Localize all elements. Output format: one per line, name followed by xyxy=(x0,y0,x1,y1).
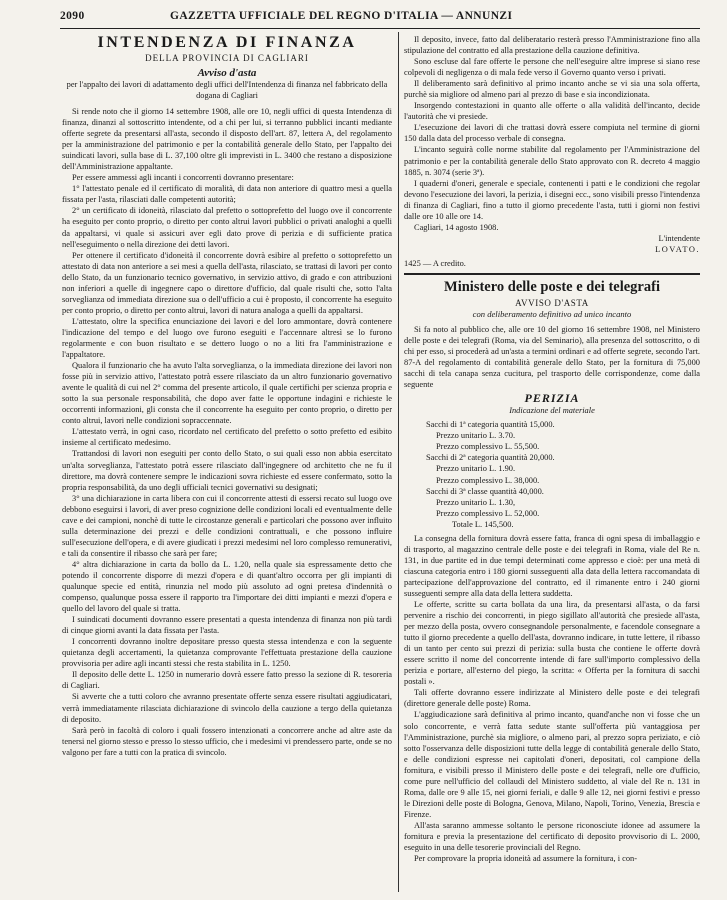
paragraph: L'attestato verrà, in ogni caso, ricordato nel certificato del prefetto o sotto prefetto ed esibito insieme al certificato medesimo. xyxy=(62,427,392,448)
paragraph: Per ottenere il certificato d'idoneità il concorrente dovrà esibire al prefetto o sottoprefetto un attestato di data non anteriore a sei mesi a quella dell'asta, rilasciato, se trattasi di lavori per conto dello Stato, da un funzionario tecnico governativo, in servizio attivo, di grado e con attribuzioni non inferiori a quelle di ingegnere capo o direttore d'ufficio, dal quale risulti che, sotto l'alta sorveglianza od immediata direzione sua o dell'ufficio a cui è proposto, il concorrente ha eseguito per conto proprio, o diretto per conto altrui, lavori di natura analoga a quelli da appaltarsi. xyxy=(62,250,392,315)
masthead xyxy=(60,10,700,26)
signature-role: L'intendente xyxy=(658,233,700,243)
paragraph: 3° una dichiarazione in carta libera con cui il concorrente attesti di essersi recato sul luogo ove debbono eseguirsi i lavori, di aver preso cognizione delle condizioni locali ed eventualmente delle cave e dei campioni, nonchè di tutte le circostanze generali e particolari che possono aver influito sulla determinazione dei prezzi e delle condizioni contrattuali, e che possono influire sull'esecuzione dell'opera, e di avere giudicati i prezzi medesimi nel loro complesso remunerativi, e tali da consentire il ribasso che sarà per fare; xyxy=(62,493,392,558)
notice-subheading: DELLA PROVINCIA DI CAGLIARI xyxy=(145,53,309,63)
item-total-price: Prezzo complessivo L. 55,500. xyxy=(436,442,540,452)
paragraph: 2° un certificato di idoneità, rilasciato dal prefetto o sottoprefetto del luogo ove il concorrente ha eseguito per conto proprio, o diretto per conto altrui lavori pubblici o privati analoghi a quelli da appaltarsi, vi quale si assicuri aver egli dato prove di perizia e di sufficiente pratica nell'eseguimento o nella direzione dei detti lavori. xyxy=(62,206,392,249)
item-unit-price: Prezzo unitario L. 1.30, xyxy=(436,497,516,507)
paragraph: L'aggiudicazione sarà definitiva al primo incanto, quand'anche non vi fosse che un solo concorrente, e verrà fatta sedute stante sull'offerta più vantaggiosa per l'Amministrazione, purchè sia migliore, o almeno pari, al prezzo sopra periziato, e ciò sotto l'osservanza delle disposizioni tutte della legge di contabilità generale dello Stato, e delle condizioni espresse nei capitolati d'oneri, depositati, col campione della fornitura, e visibili presso il Ministero delle poste e dei telegrafi, nelle ore d'ufficio, come pure nell'ufficio del collaudi del Ministero suddetto, al viale del Re n. 131 in Roma, dalle ore 9 alle 15, nei giorni feriali, e dalle 9 alle 12, nei giorni festivi e presso le Direzioni delle poste di Bologna, Genova, Milano, Napoli, Torino, Venezia, Brescia e Firenze. xyxy=(404,710,700,819)
paragraph: Il deposito delle dette L. 1250 in numerario dovrà essere fatto presso la sezione di R. tesoreria di Cagliari. xyxy=(62,670,392,691)
insertion-note: 1425 — A credito. xyxy=(404,258,466,268)
paragraph: Sono escluse dal fare offerte le persone che nell'eseguire altre imprese si siano rese colpevoli di negligenza o di mala fede verso il Governo quanto verso i privati. xyxy=(404,57,700,78)
deliberamento-subtitle: con deliberamento definitivo ad unico incanto xyxy=(472,308,632,319)
paragraph: Il deposito, invece, fatto dal deliberatario resterà presso l'Amministrazione fino alla stipulazione del contratto ed alla prestazione della cauzione definitiva. xyxy=(404,35,700,56)
gazette-title: GAZZETTA UFFICIALE DEL REGNO D'ITALIA — ANNUNZI xyxy=(170,10,513,22)
item-quantity: Sacchi di 3ª classe quantità 40,000. xyxy=(426,486,544,496)
paragraph: Si avverte che a tutti coloro che avranno presentate offerte senza essere risultati aggiudicatari, verrà immediatamente rilasciata dichiarazione di svincolo della cauzione a tergo della quietanza di deposito. xyxy=(62,692,392,724)
avviso-title: AVVISO D'ASTA xyxy=(515,297,589,308)
paragraph: Si fa noto al pubblico che, alle ore 10 del giorno 16 settembre 1908, nel Ministero delle poste e dei telegrafi (Roma, via del Seminario), alla presenza del sottoscritto, o di chi per esso, si procederà ad un'asta a termini ordinari e ad offerte segrete, secondo l'art. 87-A del regolamento di contabilità generale dello Stato, per la fornitura di 75,000 sacchi di tela canapa senza cucitura, pel trasporto delle corrispondenze, come dalla seguente xyxy=(404,324,700,390)
item-unit-price: Prezzo unitario L. 1.90. xyxy=(436,464,516,474)
ministry-heading: Ministero delle poste e dei telegrafi xyxy=(444,278,660,295)
left-column xyxy=(62,34,392,896)
paragraph: Il deliberamento sarà definitivo al primo incanto anche se vi sia una sola offerta, purchè sia migliore od almeno pari al prezzo di base e sia incondizionata. xyxy=(404,79,700,100)
paragraph: La consegna della fornitura dovrà essere fatta, franca di ogni spesa di imballaggio e di trasporto, al magazzino centrale delle poste e dei telegrafi in Roma, viale del Re n. 131, in due partite ed in due tempi determinati come appresso e cioè: per una metà di ciascuna categoria entro i 180 giorni susseguenti alla data della lettera raccomandata di partecipazione dell'approvazione del contratto, ed il rimanente entro i 240 giorni susseguenti sempre alla data della lettera suddetta. xyxy=(404,533,700,598)
paragraph: I suindicati documenti dovranno essere presentati a questa intendenza di finanza non più tardi di cinque giorni avanti la data fissata per l'asta. xyxy=(62,615,392,636)
paragraph: Trattandosi di lavori non eseguiti per conto dello Stato, o sui quali esso non abbia esercitato un'alta sorveglianza, l'attestato potrà essere rilasciato dall'ingegnere od architetto che ne fu il direttore, ma dovrà contenere sempre le indicazioni sovra richieste ed essere confermato, sotto la propria responsabilità, da uno degli ufficiali tecnici governativi su designati; xyxy=(62,449,392,492)
grand-total: Totale L. 145,500. xyxy=(452,519,514,529)
item-quantity: Sacchi di 1ª categoria quantità 15,000. xyxy=(426,420,555,430)
paragraph: Tali offerte dovranno essere indirizzate al Ministero delle poste e dei telegrafi (direttore generale delle poste) Roma. xyxy=(404,688,700,709)
paragraph: All'asta saranno ammesse soltanto le persone riconosciute idonee ad assumere la fornitura e previa la presentazione del certificato di deposito provvisorio di L. 2000, eseguito in una delle tesorerie provinciali del Regno. xyxy=(404,820,700,853)
paragraph: 4° altra dichiarazione in carta da bollo da L. 1.20, nella quale sia espressamente detto che potendo il concorrente disporre di mezzi d'opera e di quant'altro occorra per gli impianti di qualunque specie ed entità, rinunzia nel modo più assoluto ad ogni pretesa d'indennità o compenso, qualunque possa essere il rapporto tra l'importare dei ditti impianti e mezzi d'opera e quello del lavoro del quale si tratta. xyxy=(62,559,392,614)
paragraph: I quaderni d'oneri, generale e speciale, contenenti i patti e le condizioni che regolar devono l'esecuzione dei lavori, la perizia, i disegni ecc., sono visibili presso l'intendenza di finanza di Cagliari, fino a tutto il giorno precedente l'asta, tutti i giorni non festivi dalle ore 10 alle ore 14. xyxy=(404,178,700,221)
section-rule xyxy=(404,273,700,275)
paragraph: I concorrenti dovranno inoltre depositare presso questa stessa intendenza e con la seguente quietanza degli accertamenti, la quietanza comprovante l'effettuata prestazione della cauzione provvisoria per adire agli incanti stessi che resta stabilita in L. 1250. xyxy=(62,637,392,669)
paragraph: L'incanto seguirà colle norme stabilite dal regolamento per l'Amministrazione del patrimonio e per la contabilità generale dello Stato approvato con R. decreto 4 maggio 1885, n. 3074 (serie 3ª). xyxy=(404,145,700,177)
item-total-price: Prezzo complessivo L. 52,000. xyxy=(436,508,540,518)
paragraph: Sarà però in facoltà di coloro i quali fossero intenzionati a concorrere anche ad altre aste da tenersi nel giorno stesso e presso lo stesso ufficio, che i medesimi vi prendessero parte, onde se no valgono per fare a tutti con la pratica di svincolo. xyxy=(62,725,392,757)
signature-name: LOVATO. xyxy=(655,244,700,254)
item-unit-price: Prezzo unitario L. 3.70. xyxy=(436,431,516,441)
header-rule xyxy=(60,28,700,29)
perizia-heading: PERIZIA xyxy=(524,391,580,406)
column-divider xyxy=(398,32,399,892)
material-item xyxy=(404,486,700,519)
notice-heading: INTENDENZA DI FINANZA xyxy=(97,34,357,51)
material-subheading: Indicazione del materiale xyxy=(509,406,595,416)
paragraph: Qualora il funzionario che ha avuto l'alta sorveglianza, o la immediata direzione dei lavori non fosse più in servizio attivo, l'attestato potrà essere rilasciato da un altro funzionario governativo avente le qualità di cui nel 2° comma del presente articolo, il quale certifichi per scienza propria e sotto la sua personale responsabilità, che dopo aver fatte le opportune indagini e richieste le occorrenti informazioni, gli consta che il concorrente ha eseguito per conto proprio, o diretto per conto altrui, lavori nelle condizioni sopraccennate. xyxy=(62,361,392,426)
right-column xyxy=(404,34,700,896)
paragraph: Si rende noto che il giorno 14 settembre 1908, alle ore 10, negli uffici di questa Intendenza di finanza, dinanzi al sottoscritto intendente, od a chi per lui, si terranno pubblici incanti mediante offerte segrete da presentarsi all'asta, secondo il disposto dell'art. 87, lettera A, del regolamento per la amministrazione del patrimonio e per la contabilità generale dello Stato, per l'appalto dei suindicati lavori, sulla base di L. 37,100 oltre gli imprevisti in L. 3400 che restano a disposizione dell'Amministrazione appaltante. xyxy=(62,107,392,172)
paragraph: 1° l'attestato penale ed il certificato di moralità, di data non anteriore di quattro mesi a quella fissata per l'asta, rilasciati dalle competenti autorità; xyxy=(62,184,392,205)
material-item xyxy=(404,419,700,452)
date-line: Cagliari, 14 agosto 1908. xyxy=(414,222,499,232)
paragraph: Insorgendo contestazioni in quanto alle offerte o alla validità dell'incanto, decide l'autorità che vi presiede. xyxy=(404,101,700,122)
material-item xyxy=(404,452,700,485)
item-quantity: Sacchi di 2ª categoria quantità 20,000. xyxy=(426,453,555,463)
avviso-title: Avviso d'asta xyxy=(197,67,257,79)
page-number: 2090 xyxy=(60,10,85,22)
notice-intro: per l'appalto dei lavori di adattamento degli uffici dell'Intendenza di finanza nel fabbricato della dogana di Cagliari xyxy=(66,80,388,100)
paragraph: Per comprovare la propria idoneità ad assumere la fornitura, i con- xyxy=(414,854,638,864)
paragraph: Per essere ammessi agli incanti i concorrenti dovranno presentare: xyxy=(72,173,294,183)
paragraph: L'attestato, oltre la specifica enunciazione dei lavori e del loro ammontare, dovrà contenere l'indicazione del tempo e del luogo ove furono eseguiti e l'accennare altresì se lo furono regolarmente e con buon risultato e se dettero luogo o no a liti fra l'amministrazione e l'appaltatore. xyxy=(62,316,392,360)
paragraph: L'esecuzione dei lavori di che trattasi dovrà essere compiuta nel termine di giorni 150 dalla data del processo verbale di consegna. xyxy=(404,123,700,144)
paragraph: Le offerte, scritte su carta bollata da una lira, da presentarsi all'asta, o da farsi pervenire a rischio dei concorrenti, in piego sigillato all'autorità che presiede all'asta, per mezzo della posta, ovvero consegnandole personalmente, e facendole consegnare a tutto il giorno precedente a quello dell'asta, dovranno indicare, in tutte lettere, il ribasso di un tanto per cento sui prezzi di perizia: sulla busta che contiene le offerte dovrà essere scritto il nome del concorrente intende di fare sull'importo complessivo della perizia e portare, all'esterno del piego, la scritta: « Offerta per la fornitura di sacchi postali ». xyxy=(404,600,700,687)
item-total-price: Prezzo complessivo L. 38,000. xyxy=(436,475,540,485)
